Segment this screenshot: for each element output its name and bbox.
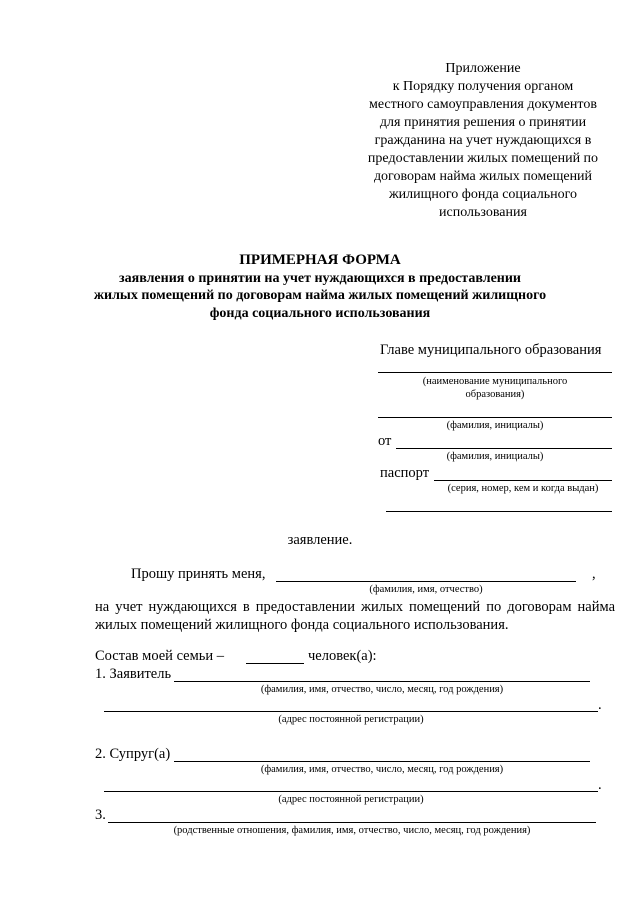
form-title-line: заявления о принятии на учет нуждающихся в предоставлении xyxy=(119,270,521,286)
form-title-main: ПРИМЕРНАЯ ФОРМА xyxy=(239,252,401,268)
request-paragraph: на учет нуждающихся в предоставлении жилых помещений по договорам найма жилых помещений жилищного фонда социального использования. xyxy=(95,599,615,633)
caption-person: (фамилия, имя, отчество, число, месяц, год рождения) xyxy=(260,684,504,695)
caption-head-name: (фамилия, инициалы) xyxy=(446,420,544,431)
caption-relative: (родственные отношения, фамилия, имя, отчество, число, месяц, год рождения) xyxy=(173,825,531,836)
spouse-address-line[interactable] xyxy=(104,791,598,792)
third-member-label: 3. xyxy=(95,807,106,823)
caption-address-spouse: (адрес постоянной регистрации) xyxy=(278,794,424,805)
spouse-person-line[interactable] xyxy=(174,761,590,762)
appendix-line: использования xyxy=(439,205,527,220)
spouse-label: 2. Супруг(а) xyxy=(95,746,171,762)
form-title xyxy=(80,252,560,322)
passport-line-2[interactable] xyxy=(386,511,612,512)
fio-line[interactable] xyxy=(276,581,576,582)
form-title-line: жилых помещений по договорам найма жилых помещений жилищного xyxy=(93,288,547,303)
address-dot: . xyxy=(598,697,602,713)
passport-line[interactable] xyxy=(434,480,612,481)
appendix-line: договорам найма жилых помещений xyxy=(373,169,593,184)
statement-word: заявление. xyxy=(287,532,353,548)
appendix-line: Приложение xyxy=(445,61,521,76)
caption-address: (адрес постоянной регистрации) xyxy=(278,714,424,725)
caption-applicant-name: (фамилия, инициалы) xyxy=(446,451,544,462)
applicant-label: 1. Заявитель xyxy=(95,666,172,682)
appendix-note xyxy=(350,60,616,222)
appendix-line: местного самоуправления документов xyxy=(369,97,597,112)
appendix-line: предоставлении жилых помещений по xyxy=(367,151,599,166)
family-count-line[interactable] xyxy=(246,663,304,664)
request-prefix: Прошу принять меня, xyxy=(131,566,266,582)
applicant-address-line[interactable] xyxy=(104,711,598,712)
caption-fio: (фамилия, имя, отчество) xyxy=(369,584,483,595)
request-comma: , xyxy=(592,566,596,582)
caption-municipality-cont: образования) xyxy=(465,389,525,400)
municipality-line[interactable] xyxy=(378,372,612,373)
head-name-line[interactable] xyxy=(378,417,612,418)
applicant-person-line[interactable] xyxy=(174,681,590,682)
recipient-heading: Главе муниципального образования xyxy=(380,342,602,358)
appendix-line: гражданина на учет нуждающихся в xyxy=(374,133,592,148)
third-member-line[interactable] xyxy=(108,822,596,823)
family-heading-suffix: человек(а): xyxy=(308,648,377,664)
form-title-line: фонда социального использования xyxy=(209,305,431,321)
appendix-line: жилищного фонда социального xyxy=(388,187,577,202)
passport-label: паспорт xyxy=(380,465,430,481)
caption-municipality: (наименование муниципального xyxy=(422,376,568,387)
appendix-line: для принятия решения о принятии xyxy=(379,115,587,130)
address-dot-spouse: . xyxy=(598,777,602,793)
caption-passport: (серия, номер, кем и когда выдан) xyxy=(447,483,599,494)
family-heading-prefix: Состав моей семьи – xyxy=(95,648,225,664)
caption-person-spouse: (фамилия, имя, отчество, число, месяц, год рождения) xyxy=(260,764,504,775)
applicant-name-line[interactable] xyxy=(396,448,612,449)
appendix-line: к Порядку получения органом xyxy=(392,79,574,94)
from-label: от xyxy=(378,433,392,449)
